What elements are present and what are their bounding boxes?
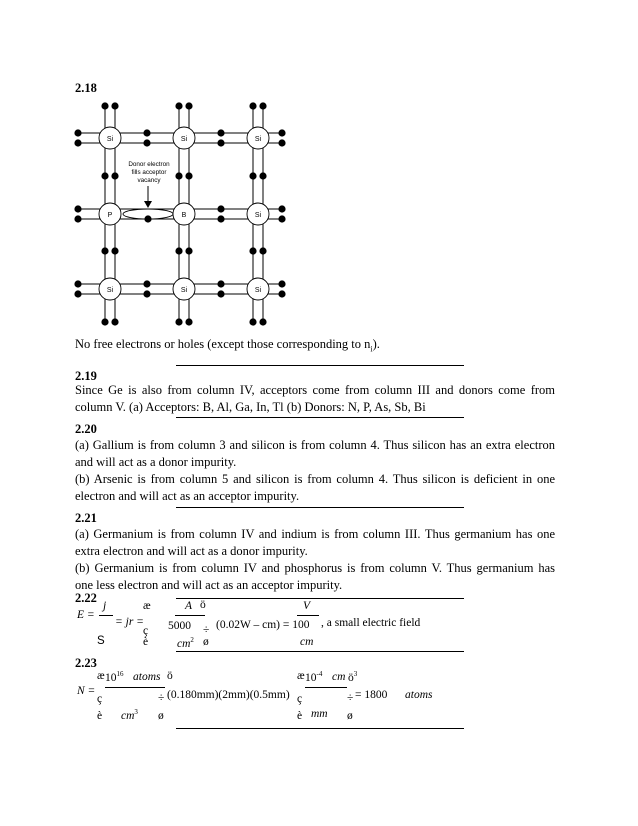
atom-label: Si: [254, 212, 262, 219]
eq223-lhs: N =: [77, 685, 96, 697]
eq222-unit-bar: [175, 615, 205, 616]
divider-rule: [176, 598, 464, 599]
eq223-conv-num-unit: [332, 671, 345, 683]
electron-dot: [111, 318, 118, 325]
electron-dot: [249, 247, 256, 254]
electron-dot: [175, 318, 182, 325]
electron-dot: [217, 215, 224, 222]
eq223-glyph-e: è: [97, 710, 103, 722]
eq222-product: (0.02W – cm) = 100: [216, 619, 310, 631]
electron-dot: [175, 172, 182, 179]
atom-label: Si: [106, 136, 114, 143]
eq222-glyph-ae: æ: [143, 600, 151, 612]
eq222-glyph-e: è: [143, 636, 149, 648]
electron-dot: [249, 102, 256, 109]
electron-dot: [101, 318, 108, 325]
s221-line-2: extra electron and will act as a donor impurity.: [75, 544, 308, 558]
eq222-v-num: V: [303, 600, 311, 612]
eq222-comment: , a small electric field: [321, 617, 421, 629]
heading-2-20: 2.20: [75, 422, 97, 436]
eq223-glyph-o3: [348, 670, 357, 684]
lattice-diagram: [70, 98, 290, 330]
heading-2-18: 2.18: [75, 81, 97, 95]
s218-text-end: ).: [372, 337, 380, 351]
eq223-conv: [305, 670, 322, 684]
electron-dot: [101, 102, 108, 109]
eq223-conc-exp: 16: [116, 670, 124, 678]
electron-dot: [143, 139, 150, 146]
eq223-result: = 1800: [355, 689, 388, 701]
annotation-text: Donor electron: [128, 161, 170, 168]
eq222-glyph-c: ç: [143, 625, 149, 637]
eq222-glyph-div: ÷: [203, 624, 210, 636]
eq222-v-bar: [297, 615, 319, 616]
atom-label: Si: [106, 287, 114, 294]
electron-dot: [217, 205, 224, 212]
s221-line-3: (b) Germanium is from column IV and phosphorus is from column V. Thus germanium has: [75, 561, 555, 575]
eq222-glyph-o: ö: [200, 599, 206, 611]
eq223-glyph-o4: ø: [347, 710, 353, 722]
s220-line-2: and will act as a donor impurity.: [75, 455, 237, 469]
electron-dot: [74, 215, 81, 222]
arrow-head: [144, 201, 152, 208]
eq222-lhs: E =: [77, 609, 95, 621]
eq222-unit-den: [177, 636, 194, 650]
eq222-resistivity: 5000: [168, 620, 191, 632]
s220-line-1: (a) Gallium is from column 3 and silicon is from column 4. Thus silicon has an extra electron: [75, 438, 555, 452]
electron-dot: [259, 318, 266, 325]
atom-label: Si: [254, 136, 262, 143]
s221-line-4: one less electron and will act as an acceptor impurity.: [75, 578, 343, 592]
eq223-conc-base: 10: [105, 671, 117, 684]
s218-text: [75, 336, 380, 358]
eq223-glyph-div2: ÷: [347, 692, 354, 704]
electron-dot: [217, 290, 224, 297]
heading-2-22: 2.22: [75, 591, 97, 605]
divider-rule: [176, 651, 464, 652]
electron-dot: [74, 290, 81, 297]
heading-2-23: 2.23: [75, 656, 97, 670]
eq223-glyph-ae2: æ: [297, 670, 305, 682]
equation-2-22: [75, 600, 545, 650]
divider-rule: [176, 365, 464, 366]
eq223-conv-bar: [305, 687, 347, 688]
eq223-glyph-c: ç: [97, 693, 103, 705]
atom-label: Si: [180, 136, 188, 143]
atom-label: Si: [180, 287, 188, 294]
eq222-frac-bar: [99, 615, 113, 616]
divider-rule: [176, 417, 464, 418]
electron-dot: [278, 280, 285, 287]
atom-label: Si: [254, 287, 262, 294]
electron-dot: [249, 172, 256, 179]
electron-dot: [143, 290, 150, 297]
eq222-unit-den-base: cm: [177, 637, 191, 650]
eq222-unit-den-exp: 2: [190, 636, 194, 644]
eq223-frac-bar: [105, 687, 165, 688]
eq223-glyph-ae: æ: [97, 670, 105, 682]
electron-dot: [217, 139, 224, 146]
electron-dot: [217, 129, 224, 136]
electron-dot: [278, 215, 285, 222]
eq223-glyph-div: ÷: [158, 692, 165, 704]
electron-dot: [278, 290, 285, 297]
heading-2-21: 2.21: [75, 511, 97, 525]
electron-dot: [259, 247, 266, 254]
eq223-conv-base: 10: [305, 671, 317, 684]
annotation-text: fills acceptor: [131, 169, 167, 176]
electron-dot: [217, 280, 224, 287]
eq223-atoms-den-exp: 3: [134, 708, 138, 716]
electron-dot: [101, 172, 108, 179]
electron-dot: [185, 102, 192, 109]
eq223-result-unit: atoms: [405, 689, 433, 701]
s220-line-3: (b) Arsenic is from column 5 and silicon is from column 4. Thus silicon is deficient in one: [75, 472, 555, 486]
eq222-v-den: cm: [300, 636, 314, 648]
eq223-glyph-e2: è: [297, 710, 303, 722]
electron-dot: [111, 172, 118, 179]
electron-dot: [111, 247, 118, 254]
electron-dot: [175, 102, 182, 109]
electron-dot: [185, 172, 192, 179]
electron-dot: [278, 205, 285, 212]
electron-dot: [111, 102, 118, 109]
eq223-glyph-c2: ç: [297, 693, 303, 705]
divider-rule: [176, 507, 464, 508]
electron-dot: [74, 139, 81, 146]
eq223-dims: (0.180mm)(2mm)(0.5mm): [167, 689, 290, 701]
electron-dot: [74, 205, 81, 212]
eq223-conc: [105, 670, 124, 684]
electron-dot: [101, 247, 108, 254]
electron-dot: [278, 129, 285, 136]
electron-dot: [185, 318, 192, 325]
eq222-unit-num: A: [185, 600, 193, 612]
eq223-glyph-o3-char: ö: [348, 671, 354, 684]
electron-dot: [143, 129, 150, 136]
annotation-text: vacancy: [137, 177, 161, 184]
s219-line-1: Since Ge is also from column IV, acceptors come from column III and donors come from: [75, 383, 555, 397]
electron-dot: [278, 139, 285, 146]
s218-text-main: No free electrons or holes (except those corresponding to n: [75, 337, 371, 351]
electron-dot: [259, 102, 266, 109]
equation-2-23: [75, 670, 545, 726]
eq223-conv-den: mm: [311, 708, 328, 720]
eq223-atoms-num: atoms: [133, 671, 161, 683]
heading-2-19: 2.19: [75, 369, 97, 383]
divider-rule: [176, 728, 464, 729]
electron-dot: [144, 215, 151, 222]
electron-dot: [185, 247, 192, 254]
eq222-eq2: = jr =: [115, 616, 144, 628]
eq223-conv-exp: -4: [316, 670, 323, 678]
eq222-frac-den: S: [97, 635, 105, 647]
s220-line-4: electron and will act as an acceptor impurity.: [75, 489, 300, 503]
electron-dot: [259, 172, 266, 179]
eq223-atoms-den-base: cm: [121, 709, 135, 722]
eq223-glyph-o2: ø: [158, 710, 164, 722]
eq222-glyph-o2: ø: [203, 636, 209, 648]
eq222-frac-num: j: [103, 600, 107, 612]
electron-dot: [175, 247, 182, 254]
s221-line-1: (a) Germanium is from column IV and indium is from column III. Thus germanium has one: [75, 527, 555, 541]
eq223-atoms-den: [121, 708, 138, 722]
electron-dot: [74, 280, 81, 287]
eq223-conv-num-exp: 3: [353, 670, 358, 678]
eq223-conv-num-unit-base: cm: [332, 671, 346, 683]
s218-text-sub: i: [370, 344, 373, 354]
atom-label: P: [107, 212, 113, 219]
electron-dot: [74, 129, 81, 136]
electron-dot: [143, 280, 150, 287]
s219-line-2: column V. (a) Acceptors: B, Al, Ga, In, Tl (b) Donors: N, P, As, Sb, Bi: [75, 400, 426, 414]
electron-dot: [249, 318, 256, 325]
atom-label: B: [181, 212, 187, 219]
eq223-glyph-o: ö: [167, 670, 173, 682]
